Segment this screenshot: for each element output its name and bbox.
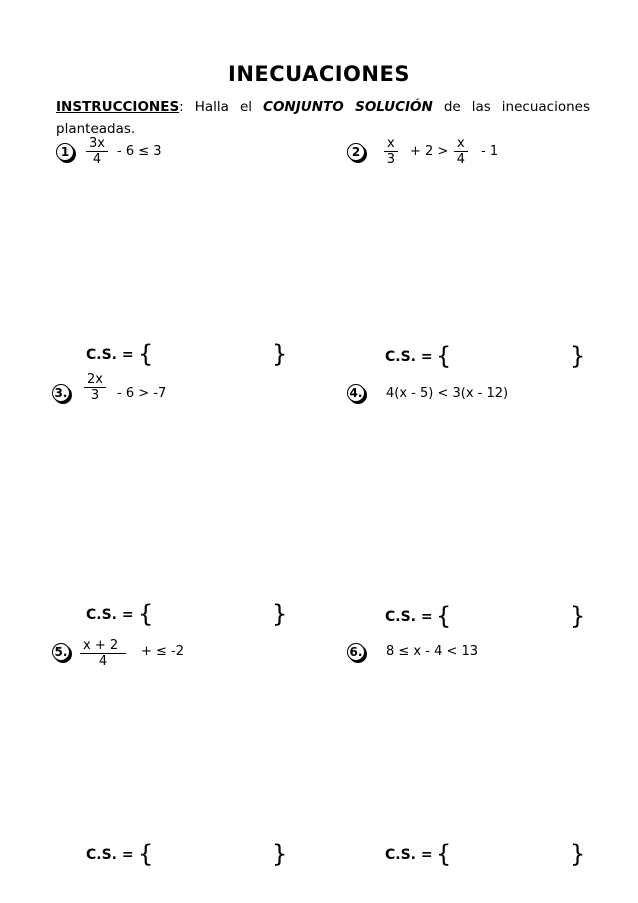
problem-2-fraction-left [384,136,398,168]
solution-set-1-label: C.S. = [86,347,134,363]
problem-4-expression: 4(x - 5) < 3(x - 12) [386,386,509,401]
problem-2-middle: + 2 > [410,144,449,159]
page-title: INECUACIONES [228,62,410,86]
instructions-emphasis: CONJUNTO SOLUCIÓN [263,99,433,115]
instructions-colon: : [179,99,184,115]
solution-set-4-label: C.S. = [385,609,433,625]
solution-set-3-label: C.S. = [86,607,134,623]
problem-5-number: 5. [52,643,70,661]
problem-5-denominator: 4 [98,654,108,669]
instructions [56,96,590,140]
problem-5-expression: + ≤ -2 [141,644,185,659]
problem-6-expression: 8 ≤ x - 4 < 13 [386,644,479,659]
problem-4-number: 4. [347,384,365,402]
problem-3-numerator: 2x [84,372,106,388]
instructions-text-1: Halla el [183,99,264,115]
solution-set-2-label: C.S. = [385,349,433,365]
solution-set-5-open-brace: { [138,840,154,868]
problem-3-denominator: 3 [90,388,100,403]
solution-set-4-open-brace: { [436,602,452,630]
solution-set-6-open-brace: { [436,840,452,868]
problem-2-numerator-left: x [384,136,398,152]
solution-set-4-close-brace: } [570,602,586,630]
solution-set-1-close-brace: } [272,340,288,368]
problem-2-fraction-right [454,136,468,168]
problem-5-numerator: x + 2 [80,638,126,654]
solution-set-6-close-brace: } [570,840,586,868]
solution-set-1-open-brace: { [138,340,154,368]
problem-1-denominator: 4 [92,152,102,167]
problem-3-fraction [84,372,106,404]
problem-1-fraction [86,136,108,168]
problem-3-expression: - 6 > -7 [117,386,167,401]
solution-set-6-label: C.S. = [385,847,433,863]
instructions-label: INSTRUCCIONES [56,99,180,115]
solution-set-3-open-brace: { [138,600,154,628]
solution-set-2-open-brace: { [436,342,452,370]
problem-6-number: 6. [347,643,365,661]
problem-1-number: 1 [56,143,74,161]
problem-3-number: 3. [52,384,70,402]
problem-5-fraction [80,638,126,670]
problem-1-expression: - 6 ≤ 3 [117,144,162,159]
instructions-text-2: de las inecuaciones planteadas. [56,99,590,137]
problem-1-numerator: 3x [86,136,108,152]
problem-2-rest: - 1 [481,144,499,159]
problem-2-numerator-right: x [454,136,468,152]
problem-2-denominator-left: 3 [386,152,395,167]
solution-set-5-close-brace: } [272,840,288,868]
solution-set-2-close-brace: } [570,342,586,370]
problem-2-denominator-right: 4 [456,152,465,167]
problem-2-number: 2 [347,143,365,161]
solution-set-3-close-brace: } [272,600,288,628]
solution-set-5-label: C.S. = [86,847,134,863]
